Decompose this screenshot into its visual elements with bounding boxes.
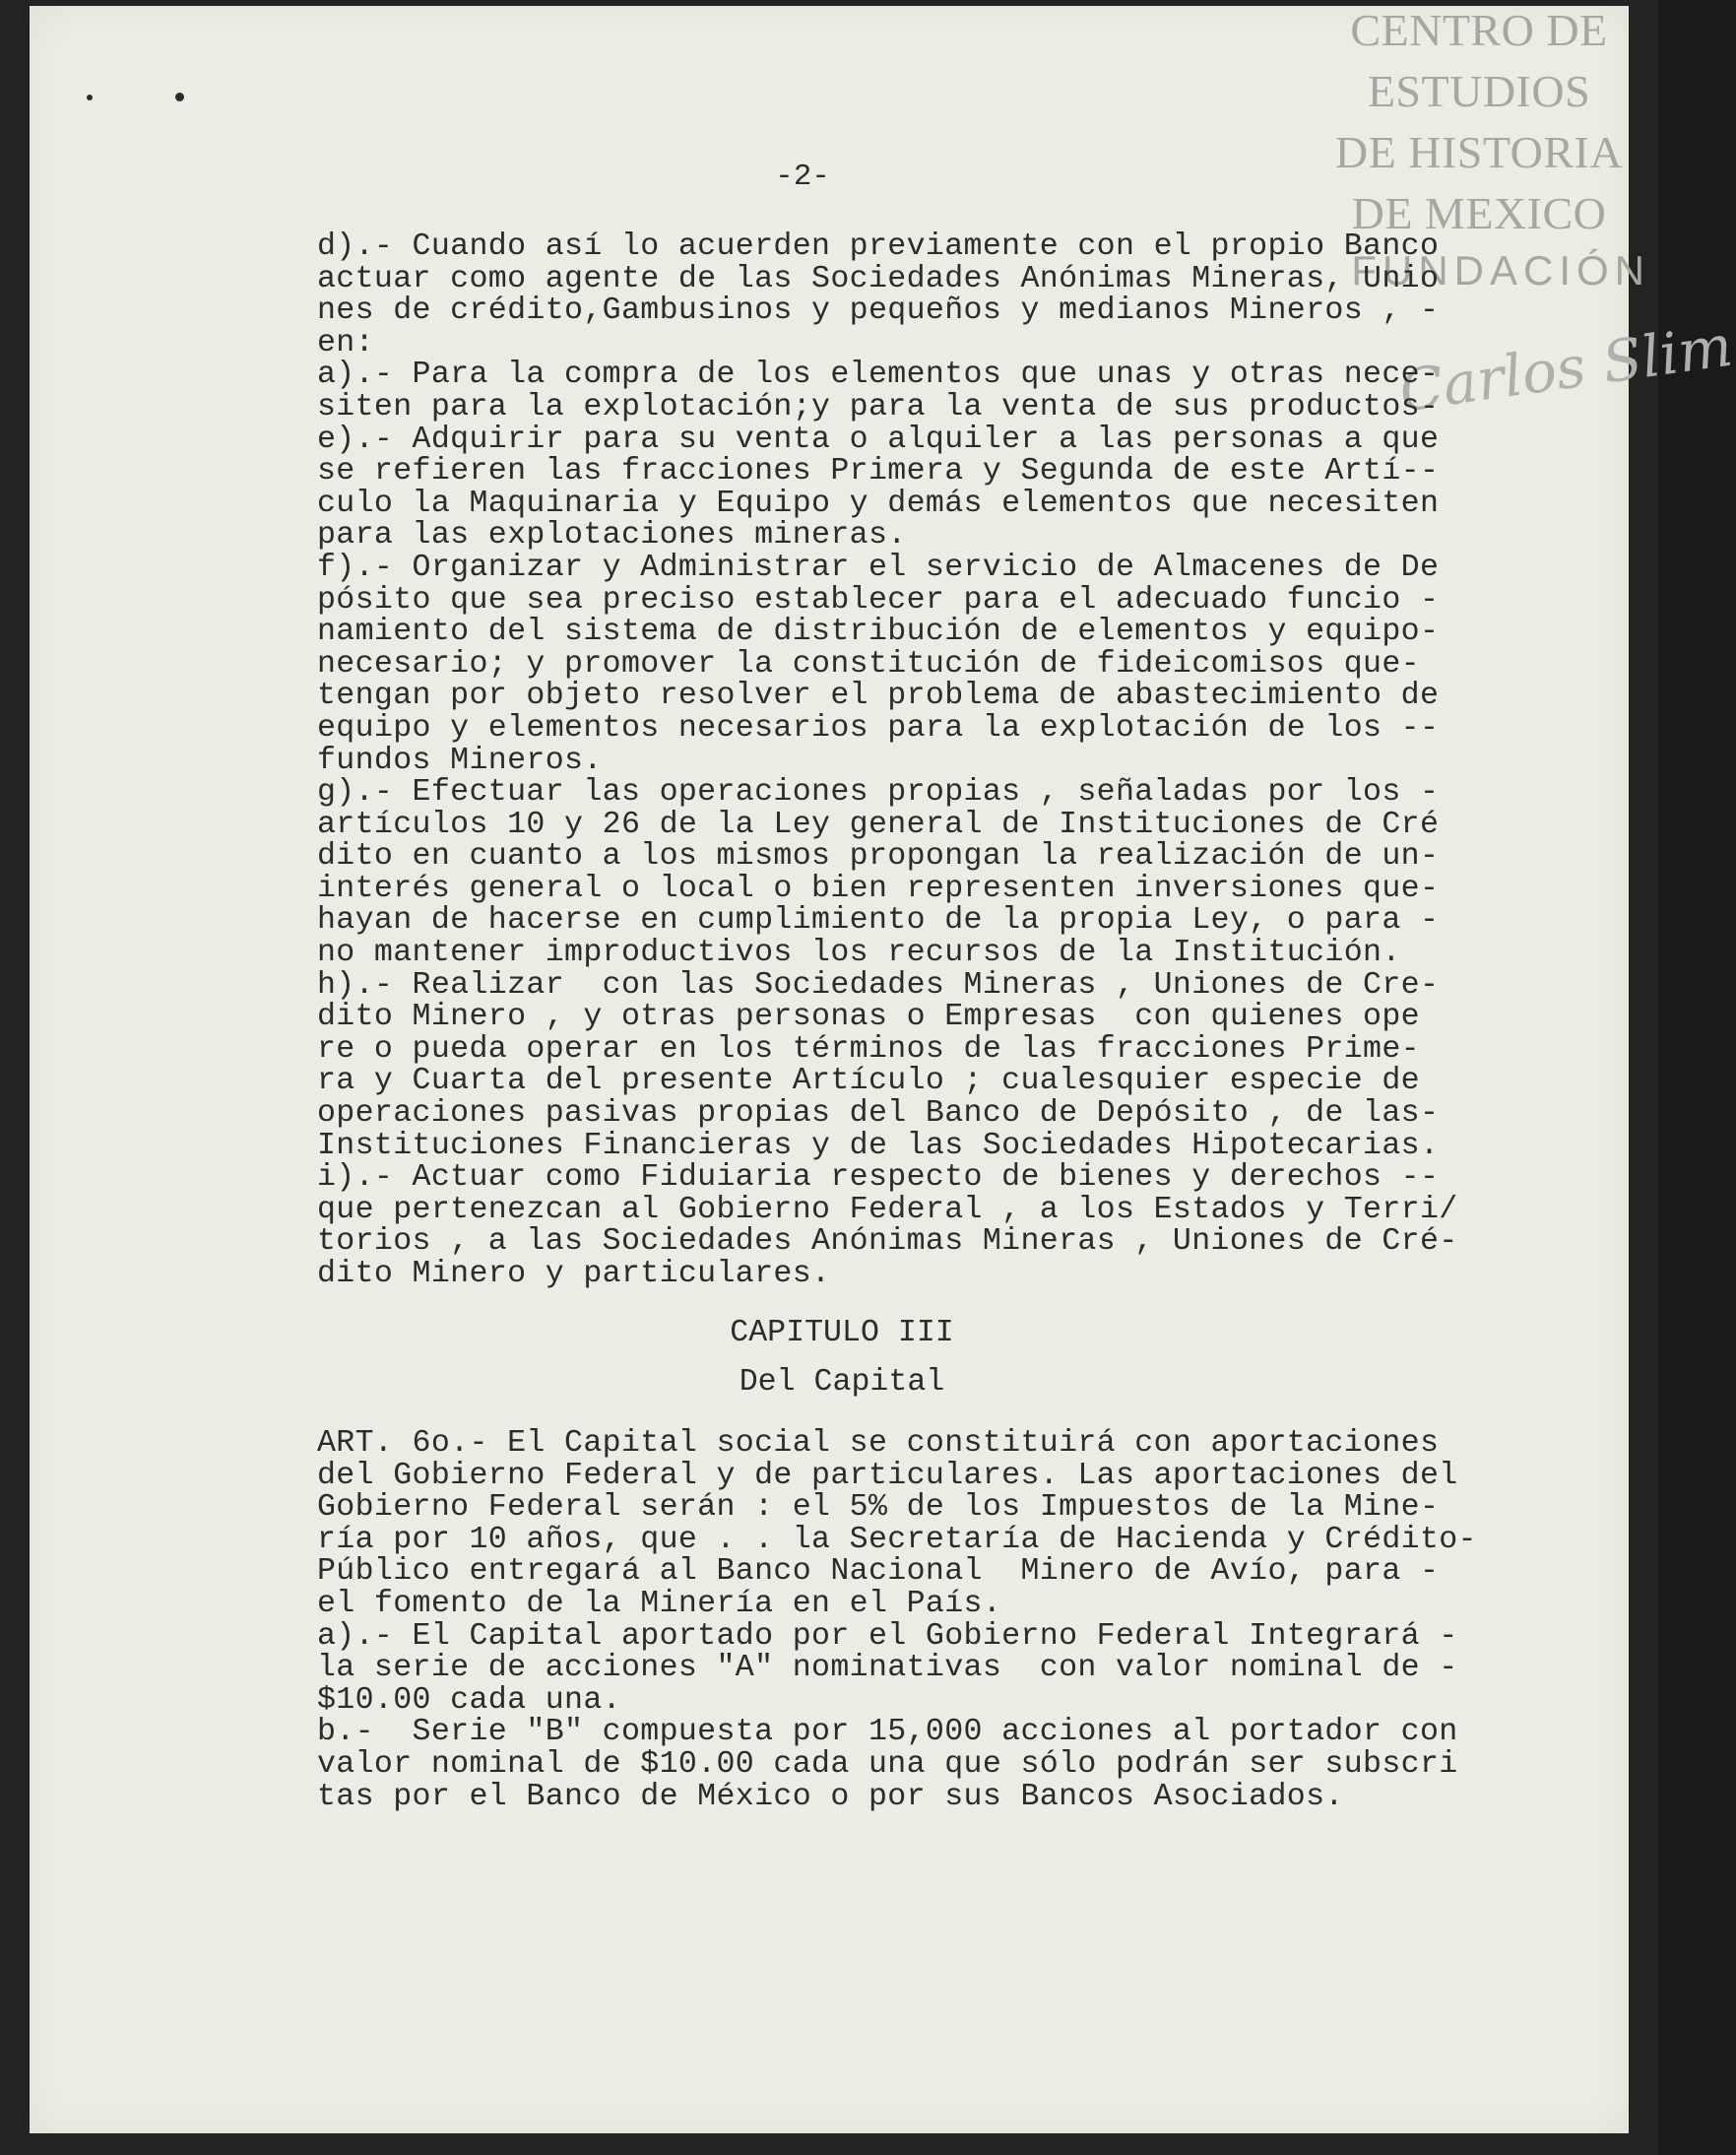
text-line: artículos 10 y 26 de la Ley general de Instituciones de Cré — [317, 807, 1440, 842]
text-line: pósito que sea preciso establecer para el adecuado funcio - — [317, 582, 1440, 618]
text-line: no mantener improductivos los recursos de la Institución. — [317, 936, 1401, 971]
text-line: ART. 6o.- El Capital social se constituirá con aportaciones — [317, 1426, 1440, 1461]
ink-speck — [87, 95, 93, 100]
watermark-line: CENTRO DE — [1350, 5, 1608, 55]
text-line: ra y Cuarta del presente Artículo ; cualesquier especie de — [317, 1064, 1420, 1099]
text-line: a).- El Capital aportado por el Gobierno Federal Integrará - — [317, 1618, 1458, 1654]
chapter-title: CAPITULO III — [730, 1316, 954, 1350]
text-line: se refieren las fracciones Primera y Segunda de este Artí-- — [317, 454, 1440, 490]
page-number: -2- — [775, 160, 830, 194]
text-line: para las explotaciones mineras. — [317, 518, 907, 554]
text-line: culo la Maquinaria y Equipo y demás elementos que necesiten — [317, 486, 1440, 521]
text-line: f).- Organizar y Administrar el servicio de Almacenes de De — [317, 550, 1440, 585]
text-line: dito en cuanto a los mismos propongan la realización de un- — [317, 839, 1440, 875]
text-line: torios , a las Sociedades Anónimas Mineras , Uniones de Cré- — [317, 1224, 1458, 1260]
watermark-foundation: FUNDACIÓN — [1351, 247, 1650, 294]
chapter-subtitle: Del Capital — [739, 1365, 945, 1400]
text-line: h).- Realizar con las Sociedades Mineras , Uniones de Cre- — [317, 967, 1440, 1003]
text-line: en: — [317, 325, 374, 360]
text-line: Público entregará al Banco Nacional Minero de Avío, para - — [317, 1554, 1440, 1590]
text-line: el fomento de la Minería en el País. — [317, 1586, 1002, 1621]
text-line: siten para la explotación;y para la venta de sus productos- — [317, 389, 1440, 424]
ink-speck — [175, 93, 184, 101]
text-line: fundos Mineros. — [317, 743, 603, 778]
text-line: tas por el Banco de México o por sus Bancos Asociados. — [317, 1779, 1344, 1814]
text-line: actuar como agente de las Sociedades Anónimas Mineras, Unio — [317, 261, 1440, 296]
text-line: tengan por objeto resolver el problema de abastecimiento de — [317, 679, 1440, 714]
text-line: dito Minero , y otras personas o Empresas con quienes ope — [317, 1000, 1420, 1035]
text-line: que pertenezcan al Gobierno Federal , a los Estados y Terri/ — [317, 1192, 1458, 1227]
text-line: operaciones pasivas propias del Banco de Depósito , de las- — [317, 1096, 1440, 1132]
text-line: $10.00 cada una. — [317, 1682, 621, 1718]
article-capital-text — [317, 1428, 1528, 1813]
text-line: hayan de hacerse en cumplimiento de la propia Ley, o para - — [317, 903, 1440, 939]
text-line: Instituciones Financieras y de las Sociedades Hipotecarias. — [317, 1128, 1440, 1163]
text-line: d).- Cuando así lo acuerden previamente con el propio Banco — [317, 229, 1440, 264]
text-line: g).- Efectuar las operaciones propias , señaladas por los - — [317, 775, 1440, 811]
text-line: equipo y elementos necesarios para la explotación de los -- — [317, 710, 1440, 746]
text-line: re o pueda operar en los términos de las fracciones Prime- — [317, 1031, 1420, 1067]
text-line: interés general o local o bien representen inversiones que- — [317, 871, 1440, 906]
text-line: b.- Serie "B" compuesta por 15,000 acciones al portador con — [317, 1715, 1458, 1750]
text-line: Gobierno Federal serán : el 5% de los Impuestos de la Mine- — [317, 1490, 1440, 1526]
watermark-signature: Carlos Slim — [1394, 311, 1736, 425]
text-line: i).- Actuar como Fiduiaria respecto de bienes y derechos -- — [317, 1160, 1440, 1196]
watermark-line: DE MEXICO — [1351, 188, 1607, 238]
article-fractions-text — [317, 231, 1528, 1291]
text-line: valor nominal de $10.00 cada una que sólo podrán ser subscri — [317, 1746, 1458, 1782]
watermark-line: DE HISTORIA — [1334, 127, 1624, 177]
text-line: nes de crédito,Gambusinos y pequeños y medianos Mineros , - — [317, 294, 1440, 329]
text-line: namiento del sistema de distribución de elementos y equipo- — [317, 615, 1440, 650]
text-line: la serie de acciones "A" nominativas con valor nominal de - — [317, 1651, 1458, 1686]
text-line: necesario; y promover la constitución de fideicomisos que- — [317, 646, 1420, 682]
text-line: del Gobierno Federal y de particulares. Las aportaciones del — [317, 1458, 1458, 1493]
watermark-line: ESTUDIOS — [1367, 66, 1591, 116]
text-line: ría por 10 años, que . . la Secretaría de Hacienda y Crédito- — [317, 1522, 1477, 1557]
text-line: e).- Adquirir para su venta o alquiler a las personas a que — [317, 422, 1440, 457]
text-line: dito Minero y particulares. — [317, 1257, 831, 1291]
text-line: a).- Para la compra de los elementos que unas y otras nece- — [317, 358, 1440, 393]
